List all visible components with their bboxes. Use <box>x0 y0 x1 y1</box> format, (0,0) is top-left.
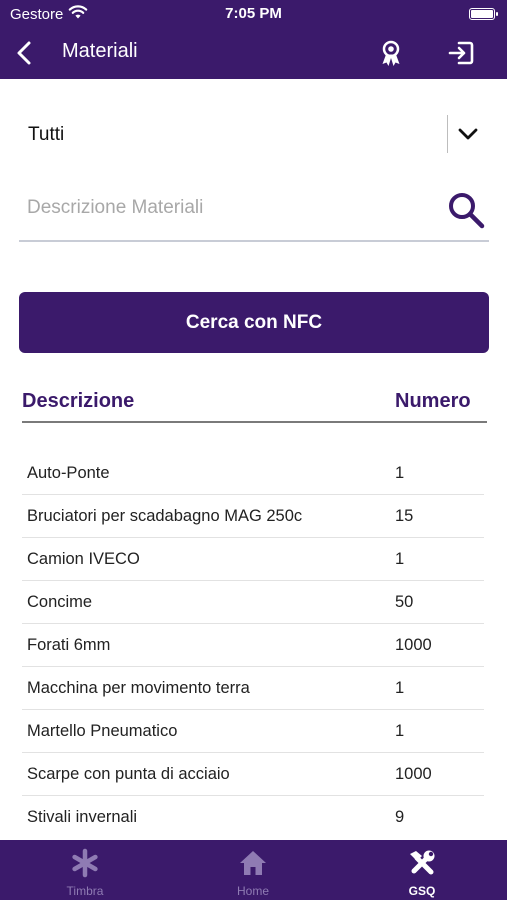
row-description: Concime <box>27 593 93 611</box>
row-description: Forati 6mm <box>27 636 111 654</box>
tools-icon <box>407 848 437 878</box>
row-description: Martello Pneumatico <box>27 722 178 740</box>
chevron-down-icon[interactable] <box>456 122 480 146</box>
tab-timbra[interactable] <box>25 840 145 900</box>
row-description: Camion IVECO <box>27 550 140 568</box>
table-row[interactable] <box>22 624 484 667</box>
status-bar <box>0 0 507 28</box>
row-number: 1000 <box>395 765 432 783</box>
table-row[interactable] <box>22 538 484 581</box>
column-header-number: Numero <box>395 390 471 412</box>
home-icon <box>238 848 268 878</box>
table-row[interactable] <box>22 753 484 796</box>
tab-home[interactable] <box>193 840 313 900</box>
logout-icon[interactable] <box>446 38 476 68</box>
tab-gsq[interactable] <box>362 840 482 900</box>
tab-label: Home <box>236 884 269 898</box>
search-icon[interactable] <box>445 189 487 231</box>
battery-icon <box>469 8 495 20</box>
row-description: Scarpe con punta di acciaio <box>27 765 230 783</box>
row-number: 1 <box>395 679 405 697</box>
table-row[interactable] <box>22 667 484 710</box>
table-row[interactable] <box>22 581 484 624</box>
row-number: 1 <box>395 550 405 568</box>
asterisk-icon <box>70 848 100 878</box>
back-button[interactable] <box>10 38 40 68</box>
table-row[interactable] <box>22 495 484 538</box>
nav-bar <box>0 28 507 79</box>
tab-label: Timbra <box>66 884 104 898</box>
table-row[interactable] <box>22 452 484 495</box>
carrier-label: Gestore <box>10 6 64 23</box>
tab-label: GSQ <box>408 884 436 898</box>
table-header <box>22 385 487 423</box>
row-number: 9 <box>395 808 405 822</box>
award-icon[interactable] <box>376 38 406 68</box>
nfc-search-button[interactable]: Cerca con NFC <box>19 292 489 353</box>
row-number: 1000 <box>395 636 432 654</box>
row-number: 50 <box>395 593 414 611</box>
row-number: 15 <box>395 507 414 525</box>
table-row[interactable] <box>22 796 484 822</box>
row-description: Auto-Ponte <box>27 464 110 482</box>
category-dropdown[interactable] <box>19 110 489 158</box>
tab-bar <box>0 840 507 900</box>
page-title: Materiali <box>62 40 138 62</box>
header <box>0 0 507 79</box>
dropdown-divider <box>447 115 448 153</box>
dropdown-selected-value: Tutti <box>28 124 65 145</box>
row-description: Macchina per movimento terra <box>27 679 250 697</box>
status-time: 7:05 PM <box>225 5 282 22</box>
row-number: 1 <box>395 464 405 482</box>
search-box <box>19 185 489 242</box>
row-description: Bruciatori per scadabagno MAG 250c <box>27 507 303 525</box>
column-header-description: Descrizione <box>22 390 135 412</box>
table-row[interactable] <box>22 710 484 753</box>
row-number: 1 <box>395 722 405 740</box>
materials-list[interactable] <box>0 452 507 822</box>
search-input[interactable] <box>27 193 427 223</box>
row-description: Stivali invernali <box>27 808 138 822</box>
